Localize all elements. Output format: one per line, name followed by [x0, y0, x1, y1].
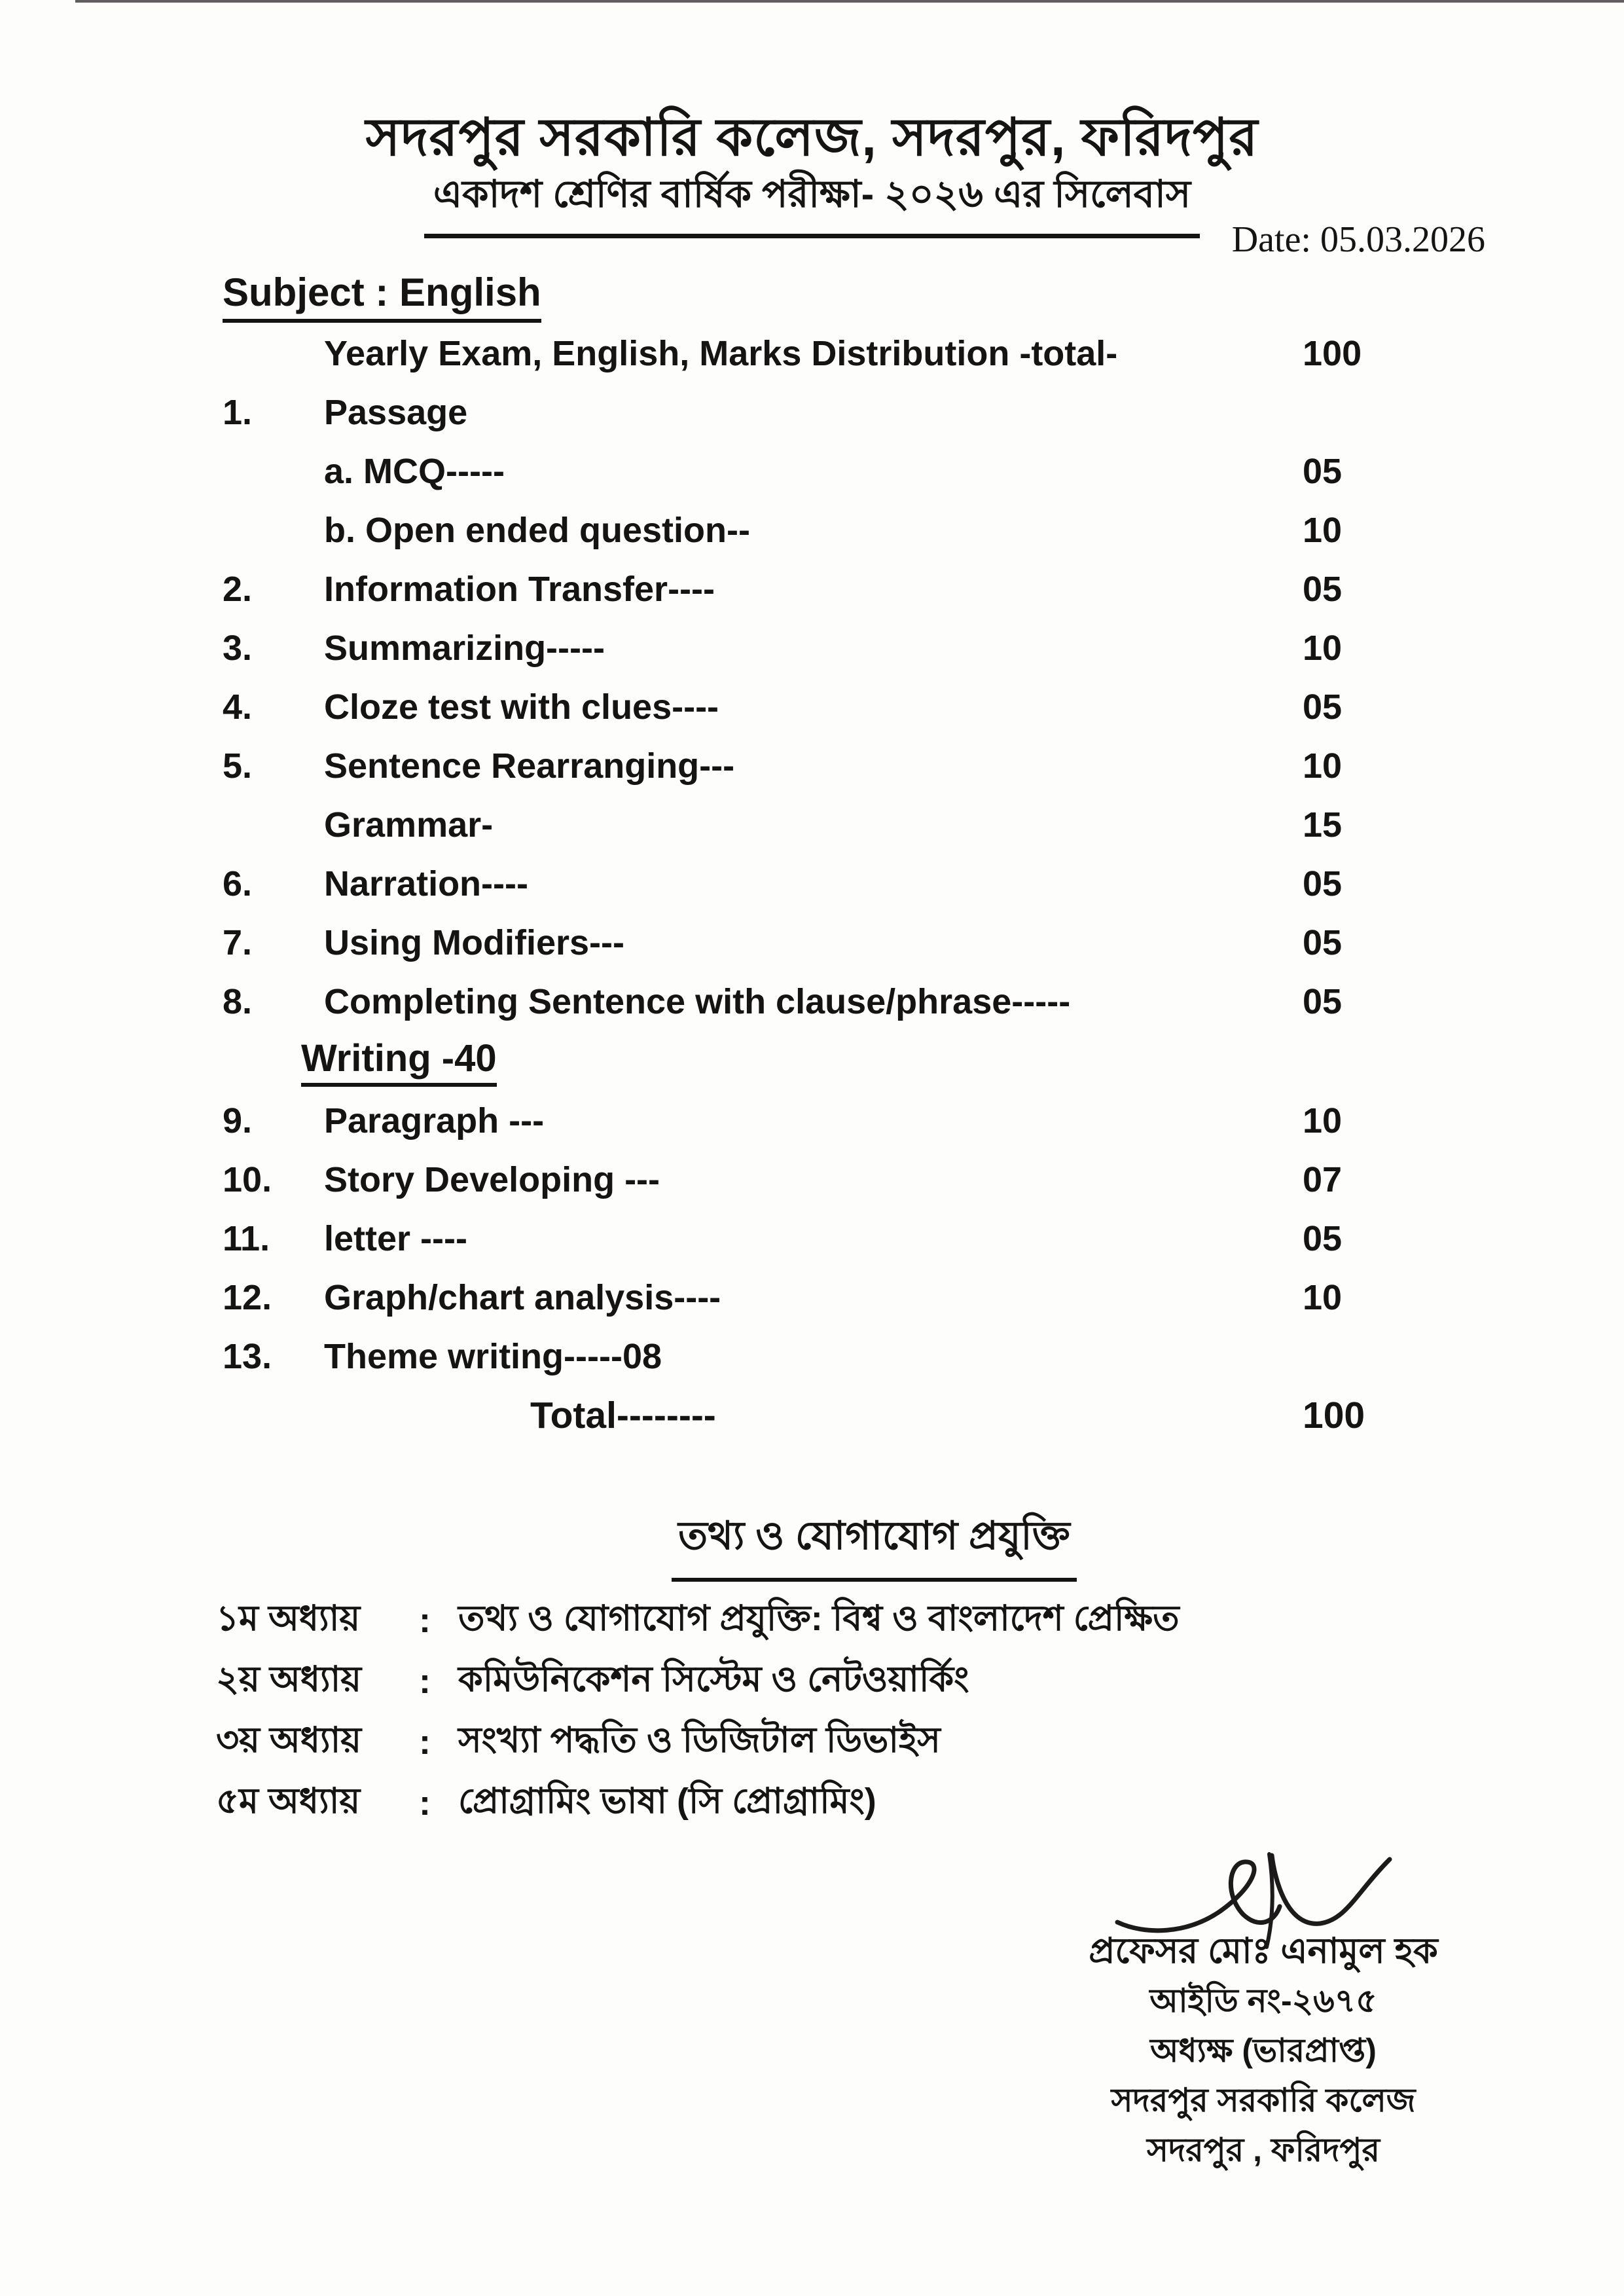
college-name-heading: সদরপুর সরকারি কলেজ, সদরপুর, ফরিদপুর: [365, 108, 1259, 166]
marks-distribution-list: [223, 324, 1401, 1445]
item-number: 12.: [223, 1278, 272, 1317]
total-label: Total--------: [530, 1394, 716, 1436]
list-item: [223, 442, 1401, 501]
item-marks: 05: [1303, 982, 1343, 1021]
item-marks: 05: [1303, 1219, 1343, 1258]
list-item: [223, 560, 1401, 619]
item-number: 1.: [223, 393, 253, 432]
marks-total-row: [223, 324, 1401, 383]
chapter-desc: প্রোগ্রামিং ভাষা (সি প্রোগ্রামিং): [458, 1781, 876, 1821]
signatory-role: অধ্যক্ষ (ভারপ্রাপ্ত): [1150, 2032, 1377, 2069]
item-label: Passage: [324, 393, 468, 432]
subject-heading: [223, 270, 541, 323]
writing-section-row: [223, 1031, 1401, 1091]
list-item: [223, 678, 1401, 737]
item-label: Yearly Exam, English, Marks Distribution -total-: [324, 334, 1118, 373]
chapter-colon: :: [419, 1722, 431, 1762]
ict-heading: তথ্য ও যোগাযোগ প্রযুক্তি: [672, 1506, 1077, 1582]
chapter-colon: :: [419, 1661, 431, 1701]
chapter-desc: কমিউনিকেশন সিস্টেম ও নেটওয়ার্কিং: [458, 1659, 969, 1699]
item-number: 11.: [223, 1219, 270, 1258]
item-marks: 10: [1303, 511, 1343, 550]
item-label: Completing Sentence with clause/phrase-----: [324, 982, 1071, 1021]
list-item: [223, 383, 1401, 442]
exam-title-heading: একাদশ শ্রেণির বার্ষিক পরীক্ষা- ২০২৬ এর সিলেবাস: [424, 165, 1200, 238]
item-number: 9.: [223, 1101, 253, 1140]
list-item: [223, 795, 1401, 854]
item-label: Narration----: [324, 864, 528, 903]
chapter-row: [216, 1711, 1460, 1772]
item-number: 8.: [223, 982, 253, 1021]
list-item: [223, 1268, 1401, 1327]
item-number: 6.: [223, 864, 253, 903]
signatory-place: সদরপুর , ফরিদপুর: [1147, 2132, 1380, 2168]
item-number: 5.: [223, 746, 253, 786]
item-marks: 07: [1303, 1160, 1343, 1199]
list-item: [223, 972, 1401, 1031]
chapter-label: ৫ম অধ্যায়: [216, 1781, 361, 1821]
item-label: letter ----: [324, 1219, 467, 1258]
list-item: [223, 501, 1401, 560]
item-label: Theme writing-----08: [324, 1337, 662, 1376]
ict-chapter-list: [216, 1590, 1460, 1833]
chapter-row: [216, 1772, 1460, 1833]
chapter-desc: সংখ্যা পদ্ধতি ও ডিজিটাল ডিভাইস: [458, 1720, 941, 1760]
list-item: [223, 1209, 1401, 1268]
item-label: Summarizing-----: [324, 629, 605, 668]
item-marks: 10: [1303, 1101, 1343, 1140]
item-marks: 05: [1303, 687, 1343, 727]
item-marks: 100: [1303, 334, 1362, 373]
item-number: 3.: [223, 629, 253, 668]
item-label: Cloze test with clues----: [324, 687, 719, 727]
chapter-row: [216, 1590, 1460, 1650]
item-marks: 05: [1303, 570, 1343, 609]
item-marks: 10: [1303, 1278, 1343, 1317]
item-label: Information Transfer----: [324, 570, 715, 609]
item-number: 10.: [223, 1160, 272, 1199]
item-label: Story Developing ---: [324, 1160, 660, 1199]
signatory-id: আইডি নং-২৬৭৫: [1149, 1982, 1377, 2019]
chapter-colon: :: [419, 1783, 431, 1823]
list-item: [223, 854, 1401, 913]
chapter-label: ৩য় অধ্যায়: [216, 1720, 362, 1760]
chapter-label: ১ম অধ্যায়: [216, 1598, 361, 1638]
item-number: 7.: [223, 923, 253, 962]
writing-heading: Writing -40: [301, 1036, 497, 1087]
subject-heading-text: Subject : English: [223, 270, 541, 323]
item-label: Graph/chart analysis----: [324, 1278, 721, 1317]
chapter-colon: :: [419, 1600, 431, 1640]
item-marks: 10: [1303, 629, 1343, 668]
list-item: [223, 913, 1401, 972]
item-label: Paragraph ---: [324, 1101, 545, 1140]
signatory-block: [1008, 1926, 1519, 2175]
list-item: [223, 1091, 1401, 1150]
item-label: b. Open ended question--: [324, 511, 750, 550]
signatory-name: প্রফেসর মোঃ এনামুল হক: [1089, 1931, 1438, 1971]
date-label: Date: 05.03.2026: [1231, 219, 1485, 260]
item-marks: 05: [1303, 864, 1343, 903]
grand-total-row: [223, 1386, 1401, 1445]
chapter-label: ২য় অধ্যায়: [216, 1659, 362, 1699]
signatory-college: সদরপুর সরকারি কলেজ: [1111, 2082, 1416, 2119]
total-marks: 100: [1303, 1394, 1365, 1436]
item-label: Sentence Rearranging---: [324, 746, 735, 786]
chapter-row: [216, 1650, 1460, 1711]
item-number: 2.: [223, 570, 253, 609]
scan-edge-artifact: [75, 0, 1624, 3]
item-label: Grammar-: [324, 805, 494, 845]
item-number: 4.: [223, 687, 253, 727]
item-label: a. MCQ-----: [324, 452, 505, 491]
item-label: Using Modifiers---: [324, 923, 624, 962]
list-item: [223, 1150, 1401, 1209]
list-item: [223, 1327, 1401, 1386]
chapter-desc: তথ্য ও যোগাযোগ প্রযুক্তি: বিশ্ব ও বাংলাদেশ প্রেক্ষিত: [458, 1598, 1180, 1638]
item-marks: 05: [1303, 923, 1343, 962]
list-item: [223, 737, 1401, 795]
list-item: [223, 619, 1401, 678]
ict-section: [0, 1506, 1624, 1582]
item-marks: 10: [1303, 746, 1343, 786]
item-number: 13.: [223, 1337, 272, 1376]
item-marks: 15: [1303, 805, 1343, 845]
item-marks: 05: [1303, 452, 1343, 491]
